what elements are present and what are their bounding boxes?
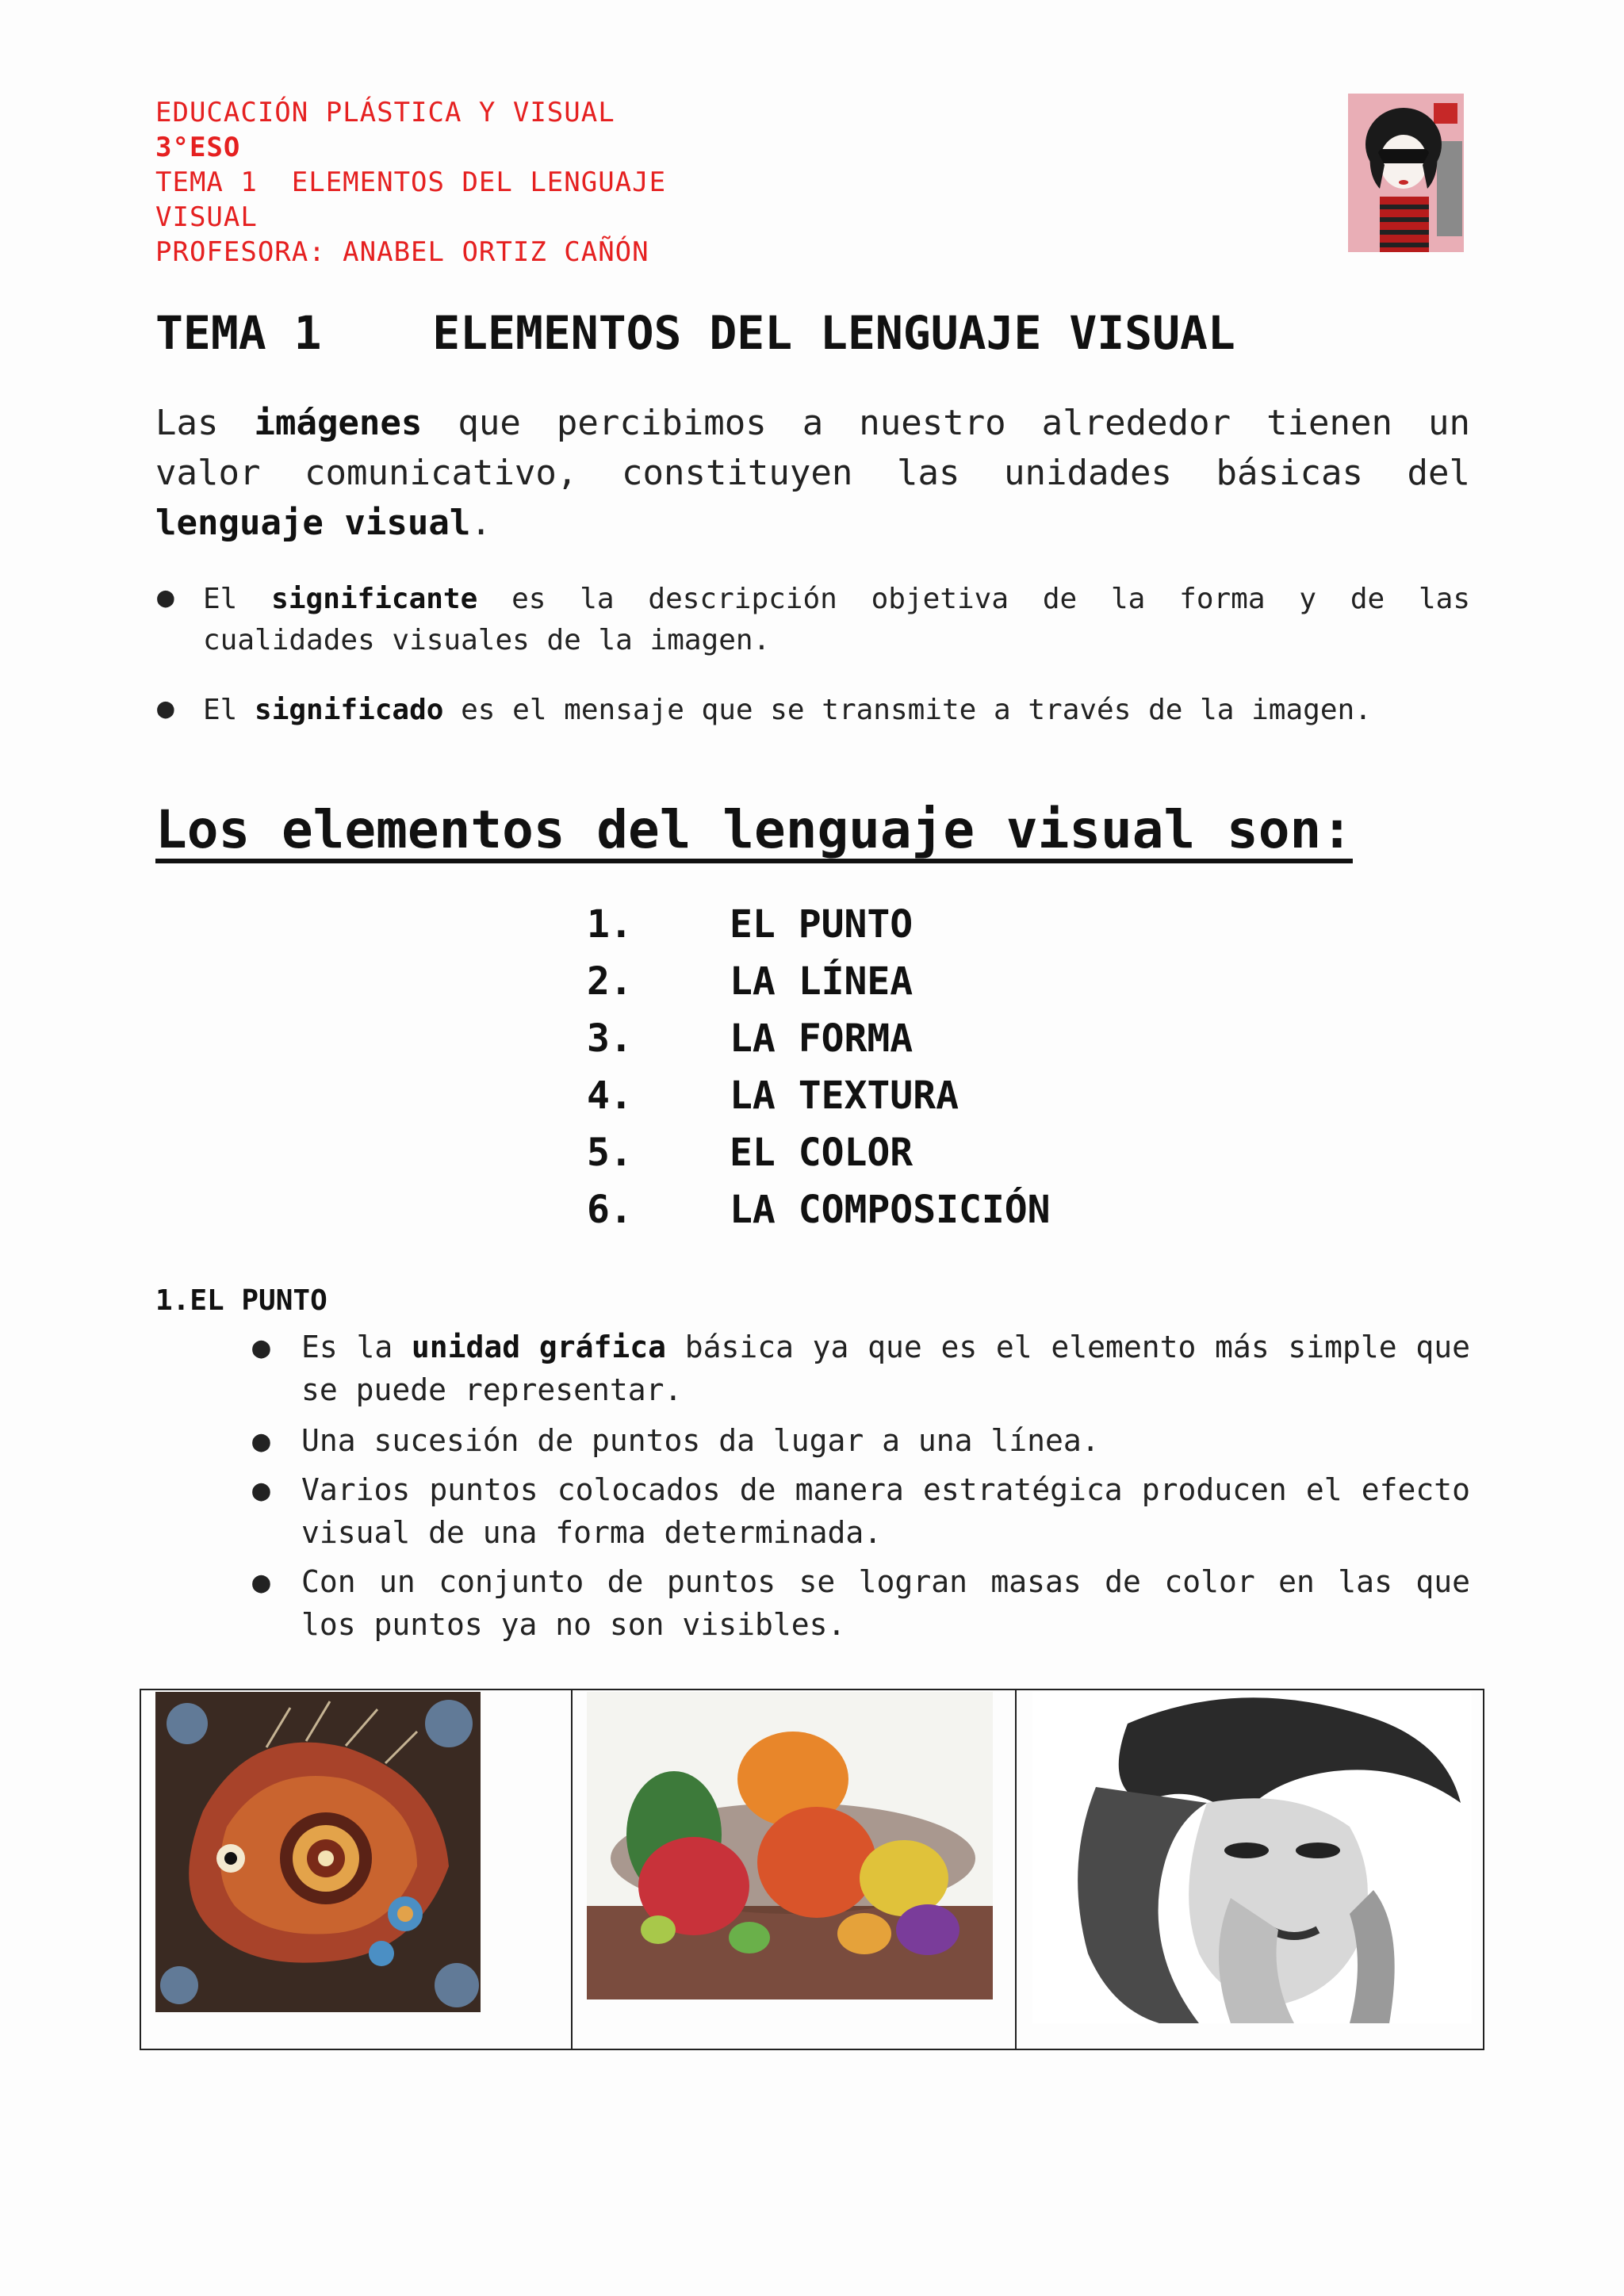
list-item <box>587 896 1051 953</box>
bullet-bold: unidad gráfica <box>411 1330 667 1364</box>
list-item <box>587 1010 1051 1067</box>
list-label: EL PUNTO <box>730 902 914 947</box>
punto-bullet <box>252 1560 1470 1646</box>
bullet-text: Una sucesión de puntos da lugar a una línea. <box>301 1423 1100 1458</box>
bullet-text: El <box>203 583 272 615</box>
punto-bullet <box>252 1326 1470 1411</box>
list-number: 6. <box>587 1188 633 1232</box>
bullet-bold: significante <box>271 583 478 615</box>
list-item <box>587 1067 1051 1124</box>
header-course: 3°ESO <box>155 132 241 163</box>
intro-paragraph <box>155 398 1470 548</box>
list-number: 3. <box>587 1016 633 1061</box>
intro-text-2: que percibimos a nuestro alrededor tienen un valor comunicativo, constituyen las unidades básicas del <box>155 403 1470 493</box>
bullet-dot-icon: ● <box>252 1564 270 1599</box>
list-label: EL COLOR <box>730 1131 914 1175</box>
header-topic: TEMA 1 ELEMENTOS DEL LENGUAJE <box>155 166 667 198</box>
section-heading-punto: 1.EL PUNTO <box>155 1284 327 1317</box>
bullet-significado <box>157 690 1470 731</box>
list-label: LA TEXTURA <box>730 1073 959 1118</box>
image-cell-1 <box>141 1690 573 2049</box>
punto-bullet <box>252 1419 1470 1462</box>
intro-bold-2: lenguaje visual <box>155 503 471 543</box>
intro-text-3: . <box>470 503 492 543</box>
bullet-text: Con un conjunto de puntos se logran masas de color en las que los puntos ya no son visibles. <box>301 1564 1470 1642</box>
list-label: LA COMPOSICIÓN <box>730 1188 1051 1232</box>
bullet-significante <box>157 579 1471 661</box>
teacher-avatar-illustration <box>1348 94 1464 252</box>
image-cell-3 <box>1017 1690 1486 2049</box>
list-item <box>587 953 1051 1010</box>
list-number: 5. <box>587 1131 633 1175</box>
list-label: LA LÍNEA <box>730 959 914 1004</box>
image-cell-2 <box>573 1690 1017 2049</box>
bullet-bold: significado <box>255 694 444 726</box>
intro-bold-1: imágenes <box>254 403 423 443</box>
list-item <box>587 1124 1051 1181</box>
punto-bullet <box>252 1468 1470 1554</box>
stippled-woman-portrait-image <box>1032 1692 1472 2023</box>
header-subject: EDUCACIÓN PLÁSTICA Y VISUAL <box>155 97 615 128</box>
document-header <box>155 95 666 270</box>
list-item <box>587 1181 1051 1238</box>
page-title: TEMA 1 ELEMENTOS DEL LENGUAJE VISUAL <box>155 306 1235 360</box>
list-number: 4. <box>587 1073 633 1118</box>
examples-image-table <box>140 1689 1484 2050</box>
list-label: LA FORMA <box>730 1016 914 1061</box>
bullet-text: es el mensaje que se transmite a través de la imagen. <box>443 694 1372 726</box>
header-topic-cont: VISUAL <box>155 201 258 233</box>
bullet-text: Varios puntos colocados de manera estratégica producen el efecto visual de una forma determinada. <box>301 1472 1470 1550</box>
list-number: 2. <box>587 959 633 1004</box>
bullet-dot-icon: ● <box>252 1330 270 1364</box>
pointillist-fruit-still-life-image <box>587 1692 993 1999</box>
bullet-text: Es la <box>301 1330 412 1364</box>
bullet-text: El <box>203 694 255 726</box>
bullet-dot-icon: ● <box>157 692 174 725</box>
aboriginal-dot-fish-painting-image <box>155 1692 481 2012</box>
bullet-dot-icon: ● <box>157 581 174 614</box>
section-subtitle: Los elementos del lenguaje visual son: <box>155 799 1353 860</box>
bullet-text: es la descripción objetiva de la forma y de las cualidades visuales de la imagen. <box>203 583 1471 656</box>
header-teacher: PROFESORA: ANABEL ORTIZ CAÑÓN <box>155 236 649 268</box>
intro-text-1: Las <box>155 403 255 443</box>
elements-list <box>587 896 1051 1238</box>
bullet-dot-icon: ● <box>252 1472 270 1507</box>
bullet-text: básica ya que es el elemento más simple que se puede representar. <box>301 1330 1470 1407</box>
bullet-dot-icon: ● <box>252 1423 270 1458</box>
list-number: 1. <box>587 902 633 947</box>
